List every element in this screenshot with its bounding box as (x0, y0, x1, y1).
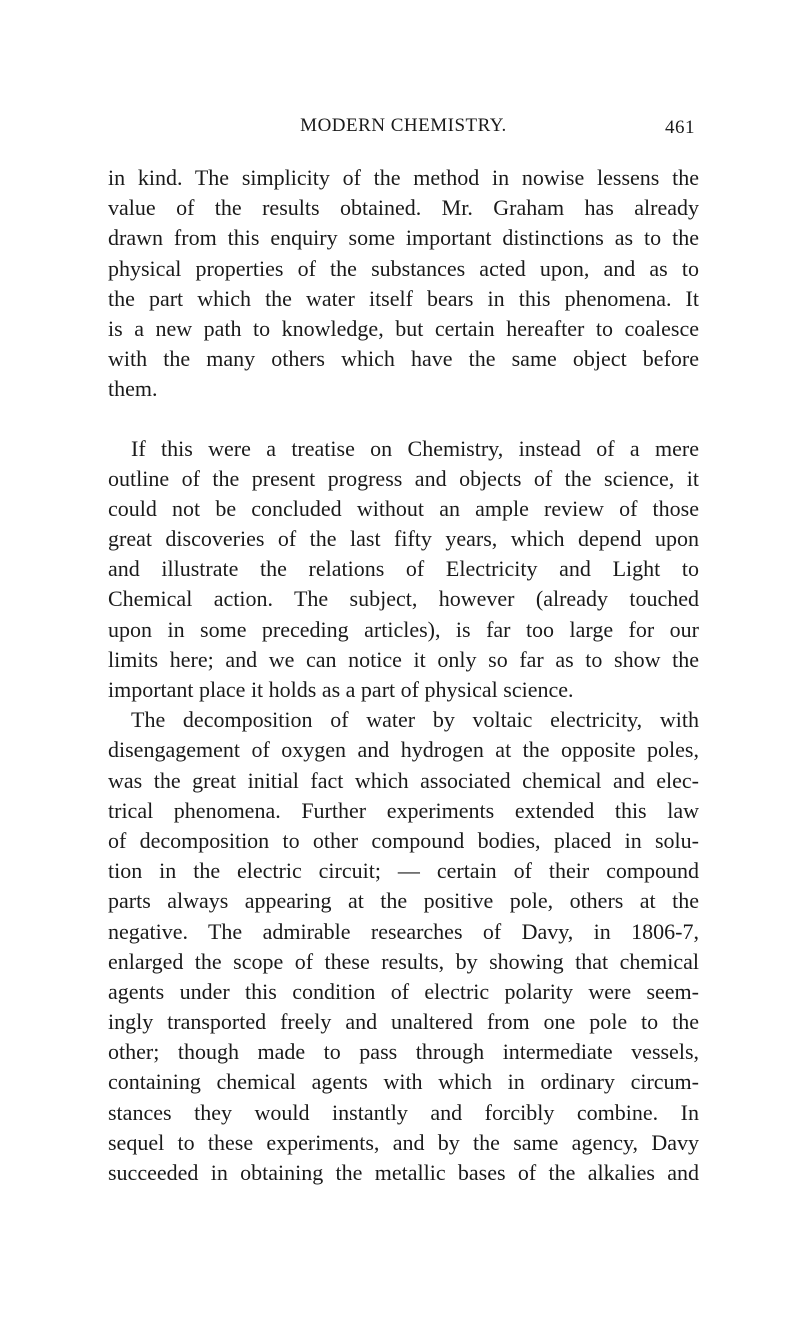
text-line: The decomposition of water by voltaic electricity, with (131, 707, 699, 733)
text-line: could not be concluded without an ample review of those (108, 495, 699, 521)
paragraph (108, 434, 699, 706)
text-line: of decomposition to other compound bodies, placed in solu- (108, 827, 699, 853)
text-line: outline of the present progress and objects of the science, it (108, 465, 699, 491)
text-line: containing chemical agents with which in ordinary circum- (108, 1069, 699, 1095)
text-line: disengagement of oxygen and hydrogen at the opposite poles, (108, 737, 699, 763)
text-line: physical properties of the substances acted upon, and as to (108, 255, 699, 281)
text-line: agents under this condition of electric polarity were seem- (108, 978, 699, 1004)
text-line: sequel to these experiments, and by the same agency, Davy (108, 1129, 699, 1155)
text-line: trical phenomena. Further experiments extended this law (108, 797, 699, 823)
text-line: important place it holds as a part of physical science. (108, 677, 574, 702)
body-text (108, 163, 699, 1188)
text-line: in kind. The simplicity of the method in nowise lessens the (108, 165, 699, 190)
text-line: value of the results obtained. Mr. Graham has already (108, 195, 699, 221)
text-line: enlarged the scope of these results, by showing that chemical (108, 948, 699, 974)
text-line: other; though made to pass through intermediate vessels, (108, 1039, 699, 1065)
running-head (108, 112, 699, 142)
text-line: ingly transported freely and unaltered from one pole to the (108, 1009, 699, 1035)
running-head-title: MODERN CHEMISTRY. (300, 115, 507, 136)
text-line: drawn from this enquiry some important distinctions as to the (108, 225, 699, 251)
text-line: negative. The admirable researches of Davy, in 1806-7, (108, 918, 699, 944)
text-line: Chemical action. The subject, however (already touched (108, 586, 699, 612)
text-line: them. (108, 376, 158, 402)
section-break (108, 405, 699, 434)
text-line: the part which the water itself bears in this phenomena. It (108, 285, 699, 311)
page-number: 461 (665, 117, 695, 138)
text-line: great discoveries of the last fifty years, which depend upon (108, 526, 699, 552)
text-line: parts always appearing at the positive pole, others at the (108, 888, 699, 914)
text-line: If this were a treatise on Chemistry, instead of a mere (131, 435, 699, 461)
text-line: was the great initial fact which associated chemical and elec- (108, 767, 699, 793)
text-line: tion in the electric circuit; — certain of their compound (108, 858, 699, 884)
paragraph-continuation (108, 163, 699, 405)
text-line: limits here; and we can notice it only so far as to show the (108, 646, 699, 672)
text-line: with the many others which have the same object before (108, 346, 699, 372)
text-line: and illustrate the relations of Electricity and Light to (108, 556, 699, 582)
text-line: succeeded in obtaining the metallic bases of the alkalies and (108, 1160, 699, 1185)
paragraph (108, 705, 699, 1188)
text-line: upon in some preceding articles), is far too large for our (108, 616, 699, 642)
text-line: stances they would instantly and forcibly combine. In (108, 1099, 699, 1125)
text-line: is a new path to knowledge, but certain hereafter to coalesce (108, 315, 699, 341)
